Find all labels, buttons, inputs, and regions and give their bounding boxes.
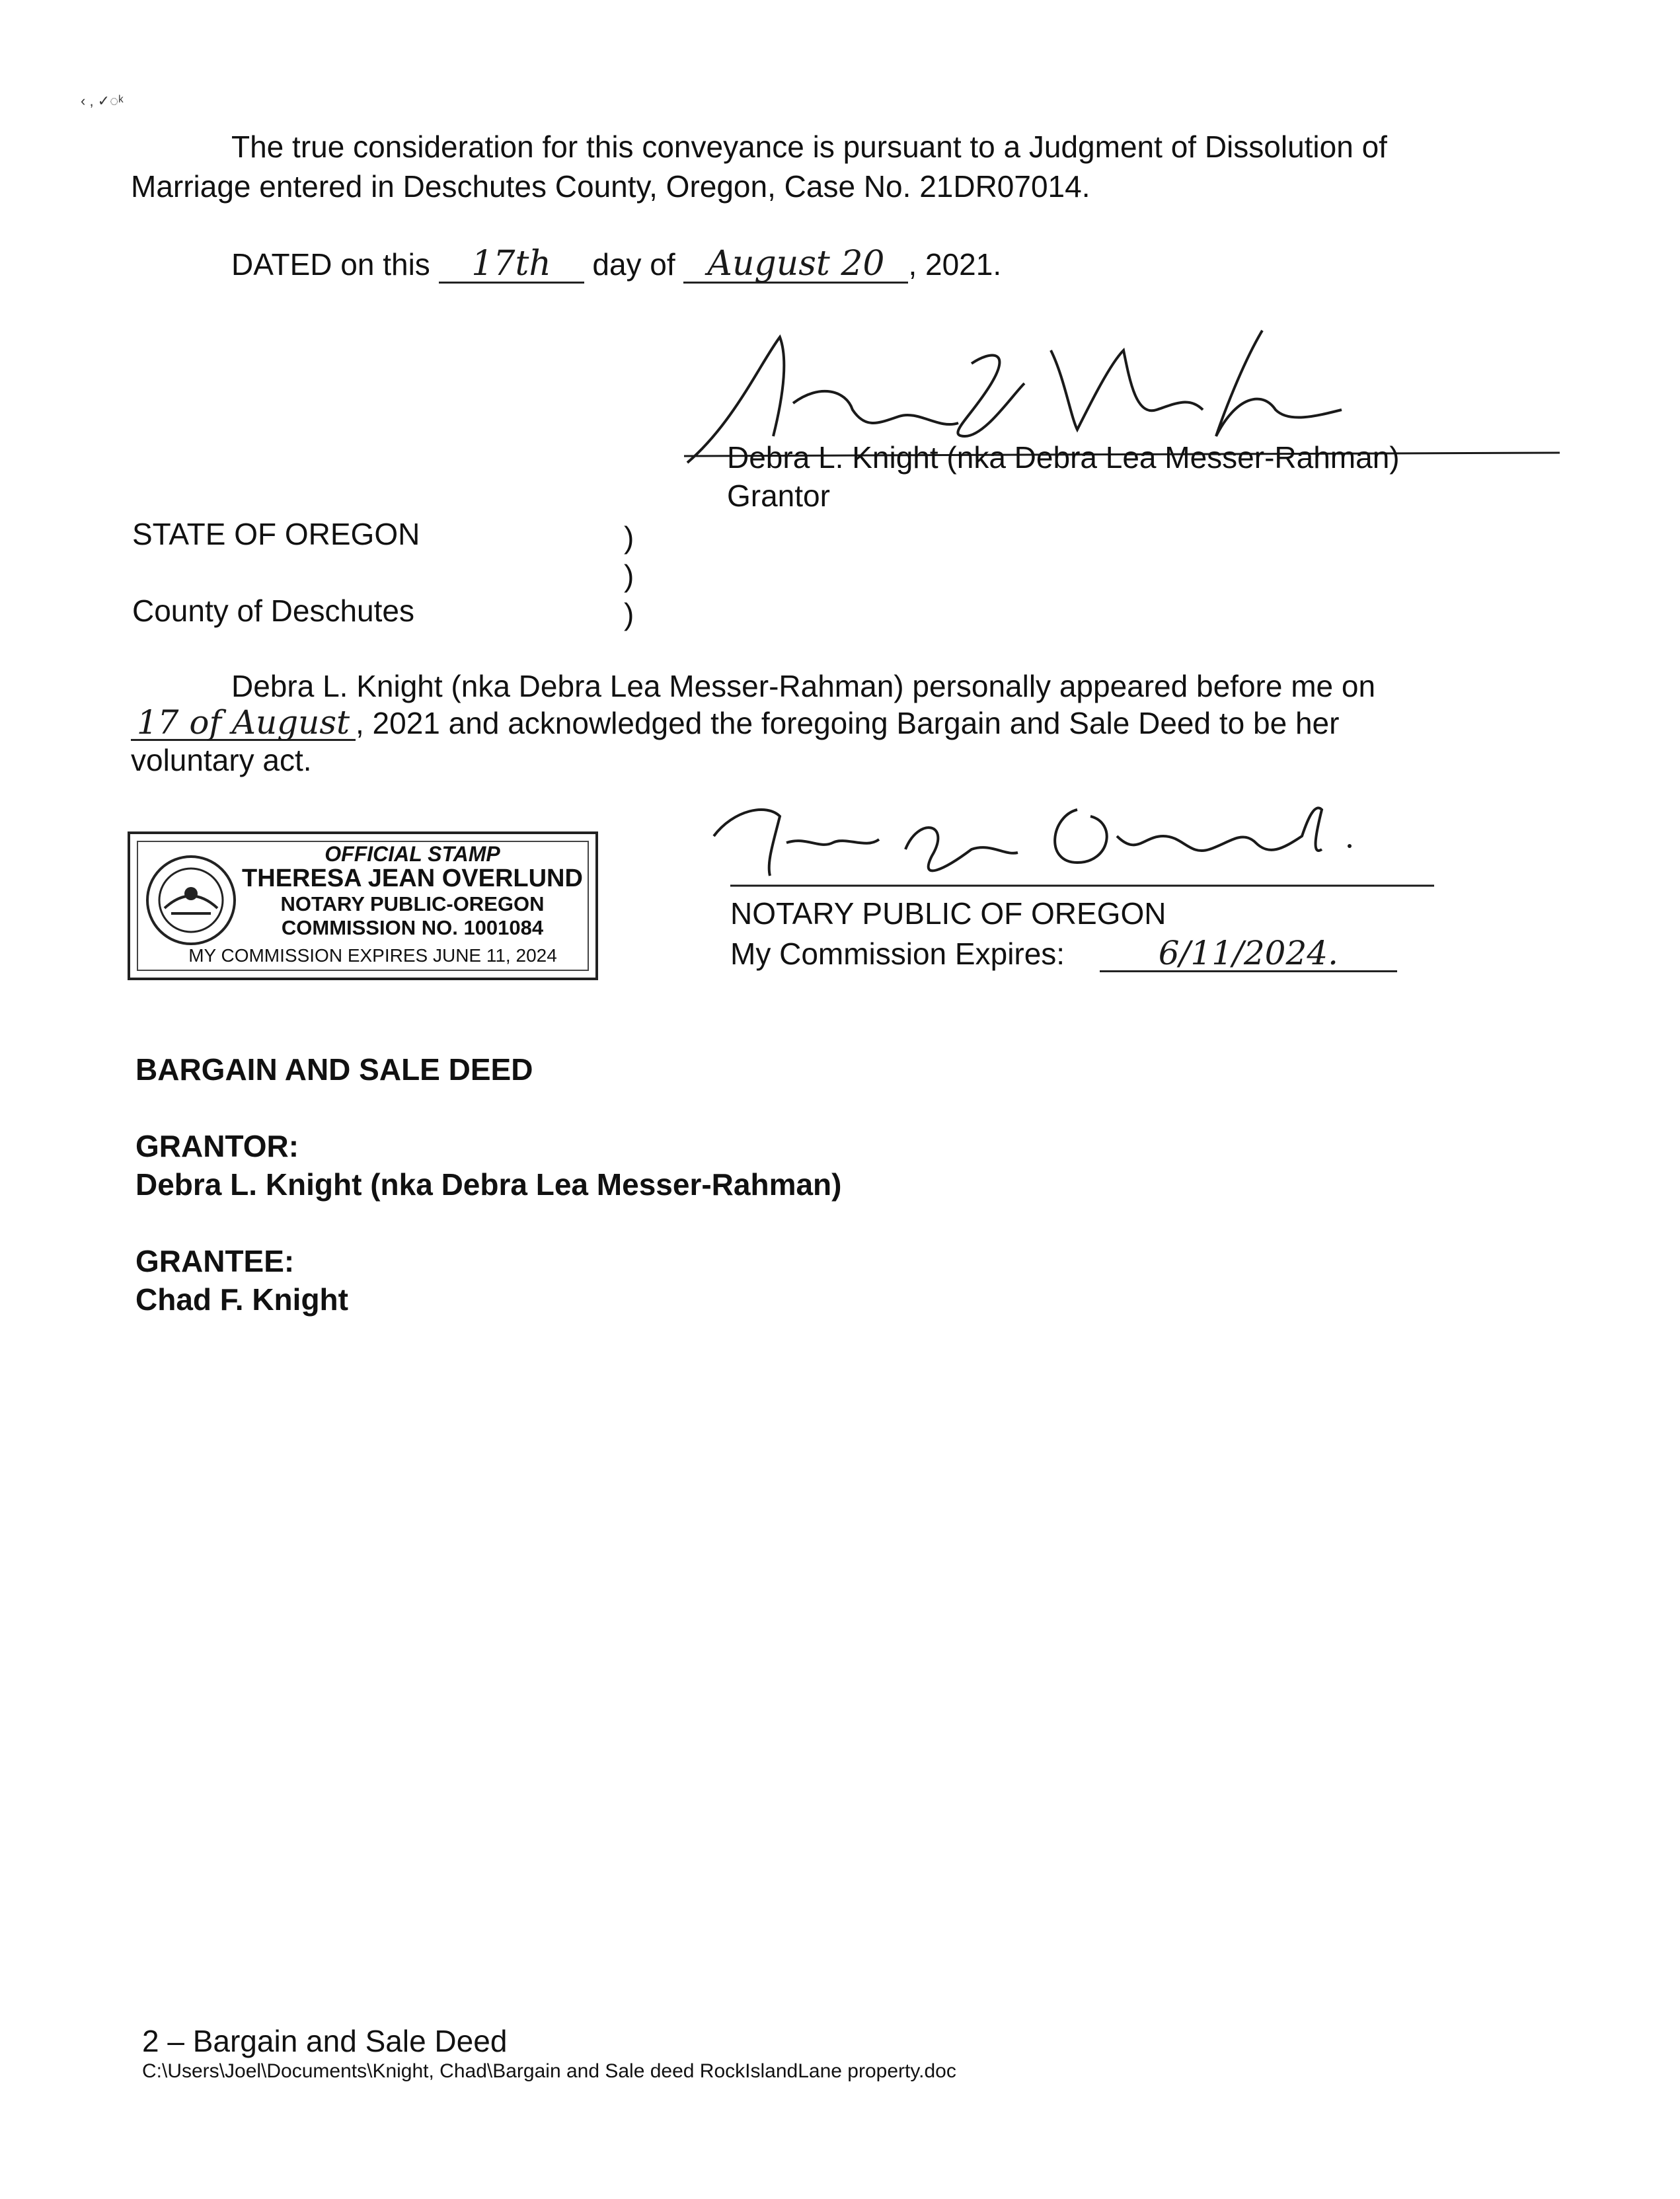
scan-artifact-mark: ‹ , ✓◌ᵏ — [81, 93, 124, 109]
venue-paren-1: ) — [624, 520, 634, 555]
deed-summary-title: BARGAIN AND SALE DEED — [135, 1052, 533, 1087]
notary-public-label: NOTARY PUBLIC OF OREGON — [730, 896, 1166, 931]
footer-file-path: C:\Users\Joel\Documents\Knight, Chad\Bargain and Sale deed RockIslandLane property.doc — [142, 2060, 956, 2082]
dated-line — [231, 245, 1001, 284]
notary-stamp-title: OFFICIAL STAMP — [325, 842, 500, 866]
dated-prefix: DATED on this — [231, 247, 430, 282]
acknowledgment-date-handwritten: 17 of August — [131, 706, 356, 741]
dated-middle: day of — [592, 247, 675, 282]
notary-expires-label: My Commission Expires: — [730, 937, 1065, 971]
venue-paren-3: ) — [624, 597, 634, 631]
notary-expires-handwritten: 6/11/2024. — [1100, 936, 1397, 972]
oregon-state-seal-icon — [145, 854, 237, 946]
venue-county: County of Deschutes — [132, 594, 415, 628]
acknowledgment-line1: Debra L. Knight (nka Debra Lea Messer-Rahman) personally appeared before me on — [231, 669, 1376, 703]
dated-year: , 2021. — [908, 247, 1002, 282]
deed-summary-grantor-name: Debra L. Knight (nka Debra Lea Messer-Rahman) — [135, 1167, 842, 1202]
deed-summary-grantee-name: Chad F. Knight — [135, 1282, 348, 1317]
consideration-text-line2: Marriage entered in Deschutes County, Oregon, Case No. 21DR07014. — [131, 169, 1090, 204]
notary-stamp-name: THERESA JEAN OVERLUND — [242, 865, 583, 892]
deed-summary-grantor-label: GRANTOR: — [135, 1129, 299, 1163]
acknowledgment-line2 — [131, 703, 1339, 743]
venue-state: STATE OF OREGON — [132, 517, 420, 551]
grantor-signature-role: Grantor — [727, 479, 830, 513]
dated-day-handwritten: 17th — [439, 246, 584, 284]
grantor-signature-name: Debra L. Knight (nka Debra Lea Messer-Rahman) — [727, 440, 1400, 475]
notary-stamp-commission: COMMISSION NO. 1001084 — [281, 916, 544, 939]
acknowledgment-line3: voluntary act. — [131, 743, 312, 777]
dated-month-handwritten: August 20 — [683, 246, 908, 284]
notary-stamp-expires: MY COMMISSION EXPIRES JUNE 11, 2024 — [188, 945, 557, 966]
notary-signature-scribble — [707, 796, 1434, 889]
footer-page-label: 2 – Bargain and Sale Deed — [142, 2024, 508, 2058]
deed-summary-grantee-label: GRANTEE: — [135, 1244, 295, 1278]
notary-expires-line — [730, 934, 1397, 974]
notary-stamp-role: NOTARY PUBLIC-OREGON — [280, 892, 545, 915]
consideration-text-line1: The true consideration for this conveyance is pursuant to a Judgment of Dissolution of — [231, 130, 1387, 164]
venue-paren-2: ) — [624, 559, 634, 593]
acknowledgment-line2-rest: , 2021 and acknowledged the foregoing Bargain and Sale Deed to be her — [356, 706, 1340, 740]
notary-official-stamp — [128, 831, 598, 980]
